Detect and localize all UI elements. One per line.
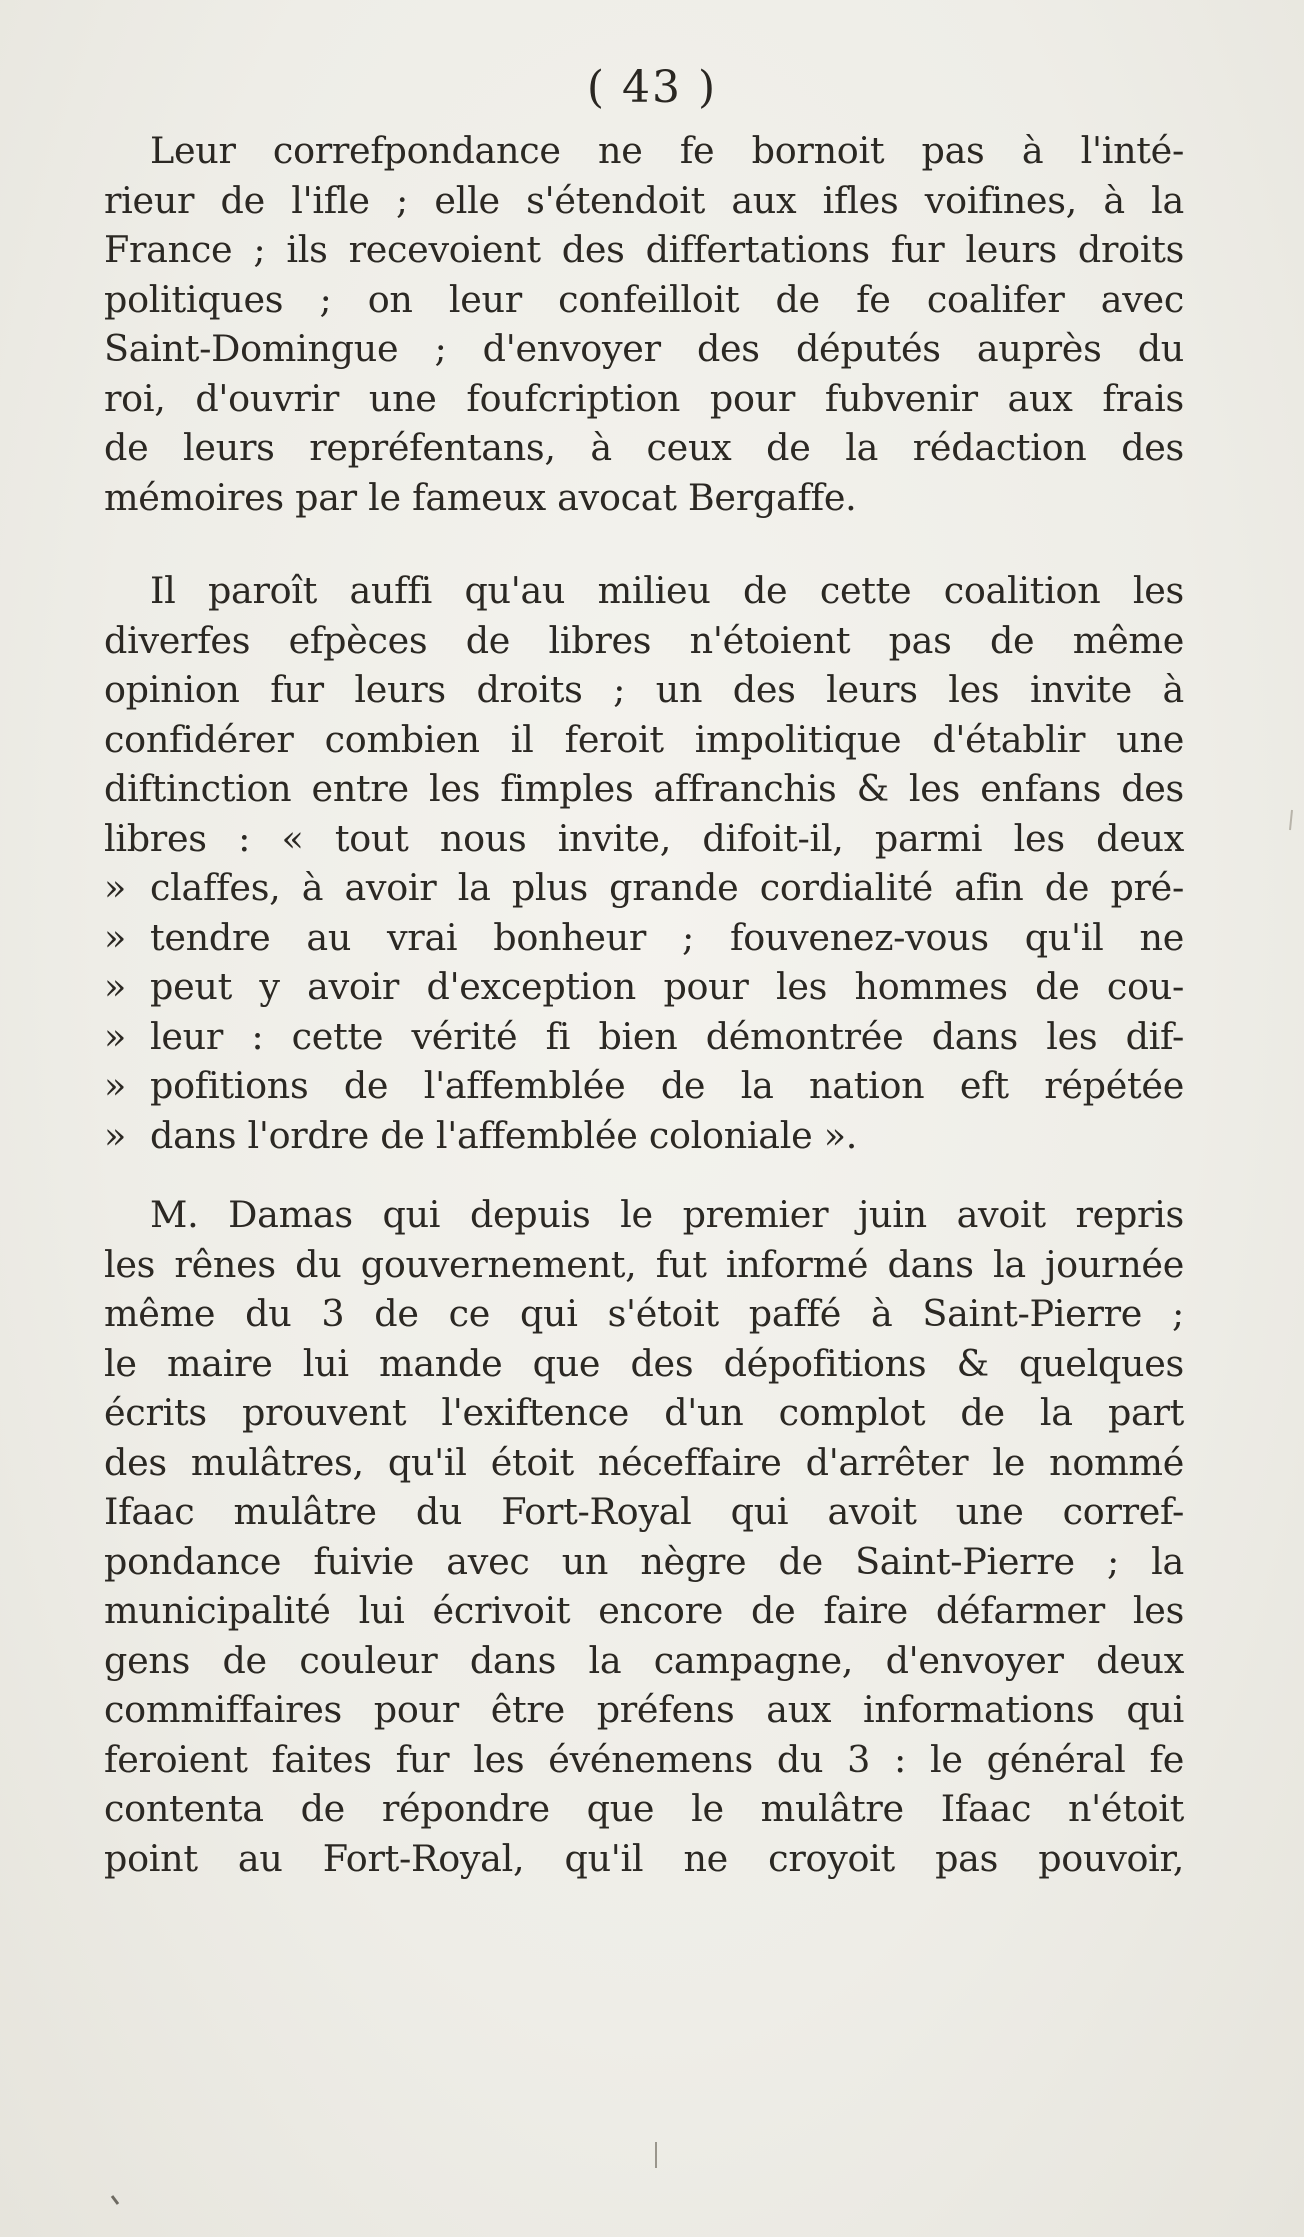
text-line: feroient faites fur les événemens du 3 : le général fe: [104, 1737, 1184, 1781]
quote-mark: »: [104, 1014, 127, 1058]
quoted-text: tendre au vrai bonheur ; fouvenez-vous qu'il ne: [150, 915, 1184, 959]
text-line: écrits prouvent l'exiftence d'un complot de la part: [104, 1391, 1184, 1434]
quoted-line: [104, 962, 1184, 1012]
text-line: point au Fort-Royal, qu'il ne croyoit pas pouvoir,: [104, 1836, 1184, 1880]
quoted-line: [104, 1111, 1184, 1161]
text-line: Saint-Domingue ; d'envoyer des députés auprès du: [104, 327, 1184, 370]
text-line: libres : « tout nous invite, difoit-il, parmi les deux: [104, 816, 1184, 860]
quoted-text: peut y avoir d'exception pour les hommes de cou-: [150, 965, 1184, 1008]
paragraph-1: [104, 126, 1184, 522]
text-line: opinion fur leurs droits ; un des leurs les invite à: [104, 668, 1184, 711]
quote-mark: »: [104, 965, 127, 1008]
text-line: Ifaac mulâtre du Fort-Royal qui avoit une corref-: [104, 1490, 1184, 1533]
quoted-text: leur : cette vérité fi bien démontrée dans les dif-: [150, 1014, 1184, 1058]
paragraph-3: [104, 1190, 1184, 1883]
text-line: politiques ; on leur confeilloit de fe coalifer avec: [104, 277, 1184, 321]
text-line: France ; ils recevoient des differtations fur leurs droits: [104, 228, 1184, 271]
quote-mark: »: [104, 866, 127, 909]
text-line: roi, d'ouvrir une foufcription pour fubvenir aux frais: [104, 376, 1184, 420]
quoted-line: [104, 863, 1184, 913]
text-line: gens de couleur dans la campagne, d'envoyer deux: [104, 1638, 1184, 1682]
text-line: commiffaires pour être préfens aux informations qui: [104, 1688, 1184, 1731]
quote-mark: »: [104, 1113, 127, 1157]
text-line: Leur correfpondance ne fe bornoit pas à l'inté-: [150, 129, 1184, 172]
quoted-text: dans l'ordre de l'affemblée coloniale ».: [150, 1113, 858, 1157]
text-line: contenta de répondre que le mulâtre Ifaac n'étoit: [104, 1787, 1184, 1830]
text-line: municipalité lui écrivoit encore de faire défarmer les: [104, 1589, 1184, 1632]
quoted-line: [104, 1012, 1184, 1062]
quoted-line: [104, 913, 1184, 963]
quoted-text: claffes, à avoir la plus grande cordialité afin de pré-: [150, 866, 1184, 909]
text-line: rieur de l'ifle ; elle s'étendoit aux ifles voifines, à la: [104, 178, 1184, 222]
text-line: le maire lui mande que des dépofitions & quelques: [104, 1341, 1184, 1385]
text-line: des mulâtres, qu'il étoit néceffaire d'arrêter le nommé: [104, 1440, 1184, 1484]
text-line: les rênes du gouvernement, fut informé dans la journée: [104, 1242, 1184, 1286]
text-line: de leurs repréfentans, à ceux de la rédaction des: [104, 426, 1184, 469]
text-line: pondance fuivie avec un nègre de Saint-Pierre ; la: [104, 1539, 1184, 1583]
text-line: mémoires par le fameux avocat Bergaffe.: [104, 475, 857, 519]
quoted-text: pofitions de l'affemblée de la nation eft répétée: [150, 1064, 1184, 1107]
quote-mark: »: [104, 1064, 127, 1107]
text-line: diverfes efpèces de libres n'étoient pas de même: [104, 618, 1184, 662]
quoted-line: [104, 1061, 1184, 1111]
text-line: même du 3 de ce qui s'étoit paffé à Saint-Pierre ;: [104, 1292, 1184, 1335]
text-line: confidérer combien il feroit impolitique d'établir une: [104, 717, 1184, 761]
paragraph-2: [104, 566, 1184, 1160]
text-line: diftinction entre les fimples affranchis & les enfans des: [104, 767, 1184, 810]
page-number: ( 43 ): [586, 62, 718, 113]
quote-mark: »: [104, 915, 127, 959]
text-line: M. Damas qui depuis le premier juin avoit repris: [150, 1193, 1184, 1236]
text-line: Il paroît auffi qu'au milieu de cette coalition les: [150, 569, 1184, 612]
